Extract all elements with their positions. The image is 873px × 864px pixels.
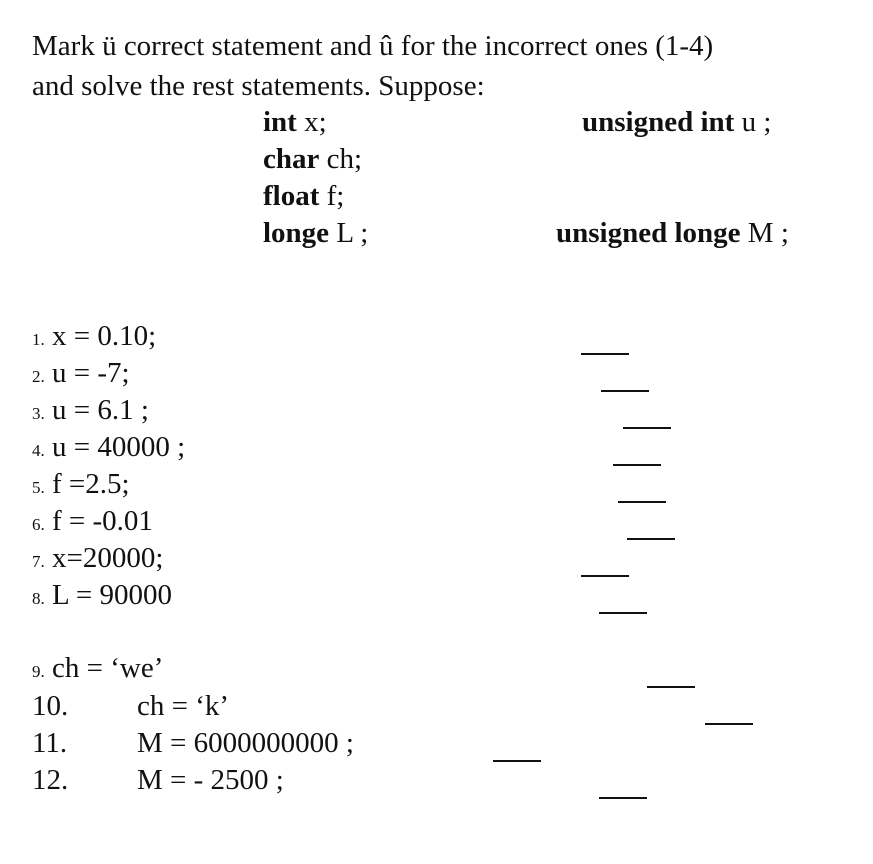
variable-name: L ; [329,217,369,249]
statement-number: 2. [32,367,45,386]
variable-name: ch; [319,143,363,175]
statement-number: 9. [32,662,45,681]
statement-1 [32,320,156,353]
statement-11-number: 11. [32,727,68,759]
statement-number: 5. [32,478,45,497]
statement-number: 8. [32,589,45,608]
variable-name: f; [319,180,345,212]
statement-12-number: 12. [32,764,69,796]
answer-blank-8[interactable] [599,612,647,614]
answer-blank-9[interactable] [647,686,695,688]
statement-text: f =2.5; [52,468,130,500]
statement-2 [32,357,130,390]
statement-text: x = 0.10; [52,320,157,352]
answer-blank-5[interactable] [618,501,666,503]
statement-6 [32,505,153,538]
statement-12-text: M = - 2500 ; [137,764,284,796]
statement-number: 6. [32,515,45,534]
statement-9 [32,652,163,685]
statement-7 [32,542,163,575]
statement-text: u = -7; [52,357,130,389]
statement-10-number: 10. [32,690,69,722]
type-keyword: int [263,106,297,138]
answer-blank-4[interactable] [613,464,661,466]
statement-10-text: ch = ‘k’ [137,690,230,722]
type-keyword: longe [263,217,330,249]
statement-number: 7. [32,552,45,571]
statement-text: ch = ‘we’ [52,652,164,684]
declaration-int-x [263,104,327,141]
statement-number: 1. [32,330,45,349]
declaration-unsigned-longe-m [556,215,789,252]
declaration-char-ch [263,141,362,178]
statement-number: 3. [32,404,45,423]
type-keyword: unsigned longe [556,217,741,249]
statement-8 [32,579,172,612]
statement-text: u = 40000 ; [52,431,186,463]
answer-blank-1[interactable] [581,353,629,355]
statement-text: f = -0.01 [52,505,153,537]
type-keyword: float [263,180,320,212]
answer-blank-11[interactable] [493,760,541,762]
statement-text: L = 90000 [52,579,172,611]
statement-4 [32,431,185,464]
answer-blank-2[interactable] [601,390,649,392]
statement-5 [32,468,130,501]
instruction-line-1: Mark ü correct statement and û for the incorrect ones (1-4) [32,30,714,62]
declaration-unsigned-int-u [582,104,771,141]
variable-name: M ; [740,217,789,249]
answer-blank-12[interactable] [599,797,647,799]
answer-blank-3[interactable] [623,427,671,429]
statement-text: u = 6.1 ; [52,394,149,426]
declaration-longe-l [263,215,368,252]
variable-name: x; [296,106,327,138]
type-keyword: char [263,143,320,175]
answer-blank-6[interactable] [627,538,675,540]
type-keyword: unsigned int [582,106,735,138]
statement-text: x=20000; [52,542,164,574]
instruction-line-2: and solve the rest statements. Suppose: [32,70,485,102]
answer-blank-10[interactable] [705,723,753,725]
statement-3 [32,394,149,427]
variable-name: u ; [734,106,772,138]
statement-number: 4. [32,441,45,460]
declaration-float-f [263,178,344,215]
statement-11-text: M = 6000000000 ; [137,727,354,759]
answer-blank-7[interactable] [581,575,629,577]
